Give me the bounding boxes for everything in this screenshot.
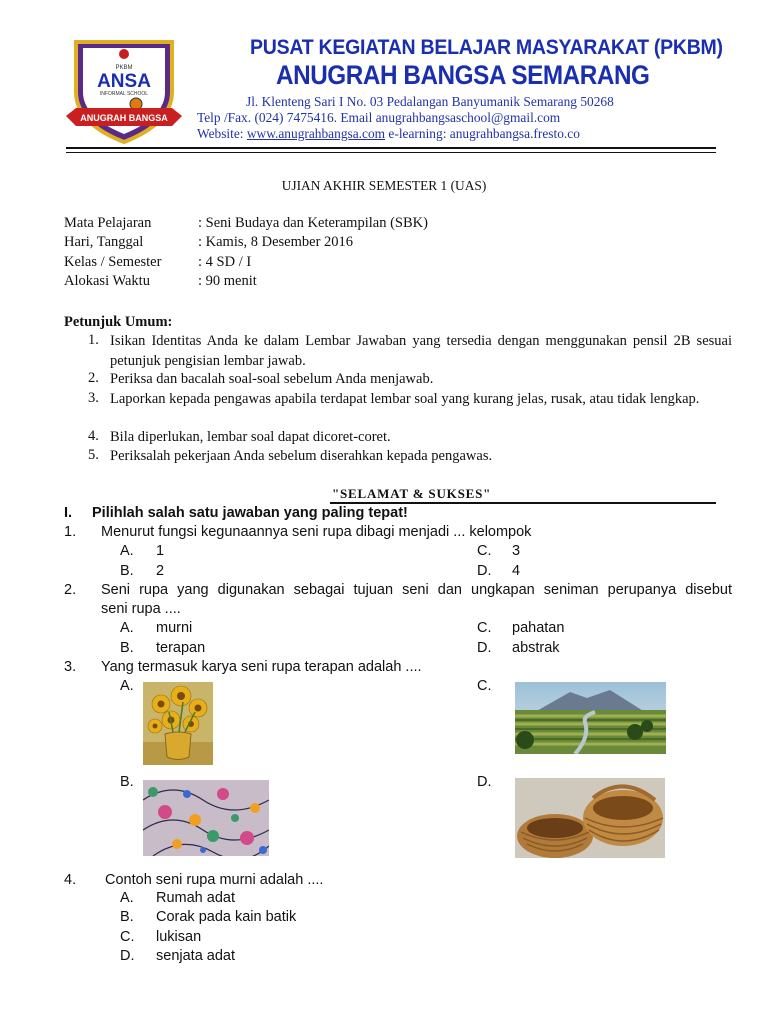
woven-baskets-image[interactable] bbox=[515, 778, 665, 858]
school-title-line1: PUSAT KEGIATAN BELAJAR MASYARAKAT (PKBM) bbox=[250, 36, 723, 59]
option-letter: D. bbox=[477, 640, 492, 656]
option-letter: A. bbox=[120, 620, 134, 636]
petunjuk-number: 2. bbox=[88, 370, 99, 386]
petunjuk-heading: Petunjuk Umum: bbox=[64, 314, 173, 330]
option-letter: B. bbox=[120, 563, 134, 579]
elearning-text: e-learning: anugrahbangsa.fresto.co bbox=[385, 126, 580, 141]
petunjuk-text: Periksalah pekerjaan Anda sebelum diserahkan kepada pengawas. bbox=[110, 448, 493, 464]
header-rule-thick bbox=[66, 147, 716, 149]
info-value: : Kamis, 8 Desember 2016 bbox=[198, 234, 354, 250]
question-text: Contoh seni rupa murni adalah .... bbox=[105, 872, 324, 888]
question-text-continued: seni rupa .... bbox=[101, 601, 181, 617]
option-text: Corak pada kain batik bbox=[156, 909, 297, 925]
question-number: 1. bbox=[64, 524, 77, 540]
info-value: : 4 SD / I bbox=[198, 254, 252, 270]
option-letter: D. bbox=[477, 774, 492, 790]
batik-pattern-image[interactable] bbox=[143, 780, 269, 856]
slogan-rule bbox=[330, 502, 716, 504]
website-label: Website: bbox=[197, 126, 247, 141]
question-text: Yang termasuk karya seni rupa terapan adalah .... bbox=[101, 659, 422, 675]
section-title: Pilihlah salah satu jawaban yang paling tepat! bbox=[92, 505, 408, 521]
info-value: : Seni Budaya dan Keterampilan (SBK) bbox=[198, 215, 428, 231]
exam-title: UJIAN AKHIR SEMESTER 1 (UAS) bbox=[281, 178, 487, 193]
option-text: 2 bbox=[156, 563, 165, 579]
school-website-line bbox=[197, 126, 580, 142]
landscape-painting-image[interactable] bbox=[515, 682, 666, 754]
option-text: lukisan bbox=[156, 929, 202, 945]
info-label: Alokasi Waktu bbox=[64, 273, 150, 289]
petunjuk-text: Bila diperlukan, lembar soal dapat dicoret-coret. bbox=[110, 429, 391, 445]
option-text: abstrak bbox=[512, 640, 560, 656]
header-rule-thin bbox=[66, 152, 716, 153]
info-label: Hari, Tanggal bbox=[64, 234, 144, 250]
slogan: "SELAMAT & SUKSES" bbox=[332, 486, 492, 501]
option-letter: A. bbox=[120, 678, 134, 694]
option-letter: B. bbox=[120, 909, 134, 925]
info-label: Kelas / Semester bbox=[64, 254, 162, 270]
logo-ribbon-text: ANUGRAH BANGSA bbox=[80, 113, 168, 123]
question-number: 3. bbox=[64, 659, 77, 675]
school-address: Jl. Klenteng Sari I No. 03 Pedalangan Banyumanik Semarang 50268 bbox=[246, 94, 614, 109]
option-letter: A. bbox=[120, 890, 134, 906]
option-text: pahatan bbox=[512, 620, 565, 636]
question-number: 2. bbox=[64, 582, 77, 598]
option-text: 3 bbox=[512, 543, 521, 559]
petunjuk-number: 5. bbox=[88, 447, 99, 463]
option-letter: C. bbox=[477, 543, 492, 559]
option-letter: C. bbox=[120, 929, 135, 945]
section-number: I. bbox=[64, 505, 73, 521]
option-letter: B. bbox=[120, 774, 134, 790]
option-text: Rumah adat bbox=[156, 890, 235, 906]
petunjuk-text: Laporkan kepada pengawas apabila terdapat lembar soal yang kurang jelas, rusak, atau tidak lengkap. bbox=[110, 391, 700, 407]
option-text: 1 bbox=[156, 543, 165, 559]
petunjuk-number: 4. bbox=[88, 428, 99, 444]
option-text: murni bbox=[156, 620, 193, 636]
question-number: 4. bbox=[64, 872, 77, 888]
petunjuk-text: Isikan Identitas Anda ke dalam Lembar Jawaban yang tersedia dengan menggunakan pensil 2B sesuai petunjuk pengisian lembar jawab. bbox=[110, 333, 732, 369]
info-label: Mata Pelajaran bbox=[64, 215, 152, 231]
option-text: terapan bbox=[156, 640, 206, 656]
info-value: : 90 menit bbox=[198, 273, 257, 289]
petunjuk-text: Periksa dan bacalah soal-soal sebelum Anda menjawab. bbox=[110, 371, 434, 387]
question-text: Seni rupa yang digunakan sebagai tujuan seni dan ungkapan seniman perupanya disebut bbox=[101, 582, 732, 598]
option-letter: D. bbox=[120, 948, 135, 964]
logo-small-text: PKBM bbox=[115, 65, 133, 71]
school-logo bbox=[66, 38, 182, 144]
option-letter: D. bbox=[477, 563, 492, 579]
option-letter: C. bbox=[477, 620, 492, 636]
option-letter: B. bbox=[120, 640, 134, 656]
question-text: Menurut fungsi kegunaannya seni rupa dibagi menjadi ... kelompok bbox=[101, 524, 532, 540]
option-text: 4 bbox=[512, 563, 521, 579]
option-letter: A. bbox=[120, 543, 134, 559]
logo-main-text: ANSA bbox=[97, 71, 151, 92]
petunjuk-number: 3. bbox=[88, 390, 99, 406]
website-link[interactable]: www.anugrahbangsa.com bbox=[246, 126, 386, 141]
school-title-line2: ANUGRAH BANGSA SEMARANG bbox=[276, 60, 650, 90]
option-letter: C. bbox=[477, 678, 492, 694]
petunjuk-number: 1. bbox=[88, 332, 99, 348]
option-text: senjata adat bbox=[156, 948, 236, 964]
school-contact: Telp /Fax. (024) 7475416. Email anugrahbangsaschool@gmail.com bbox=[197, 110, 561, 125]
logo-sub-text: INFORMAL SCHOOL bbox=[99, 91, 149, 97]
sunflower-painting-image[interactable] bbox=[143, 682, 213, 765]
